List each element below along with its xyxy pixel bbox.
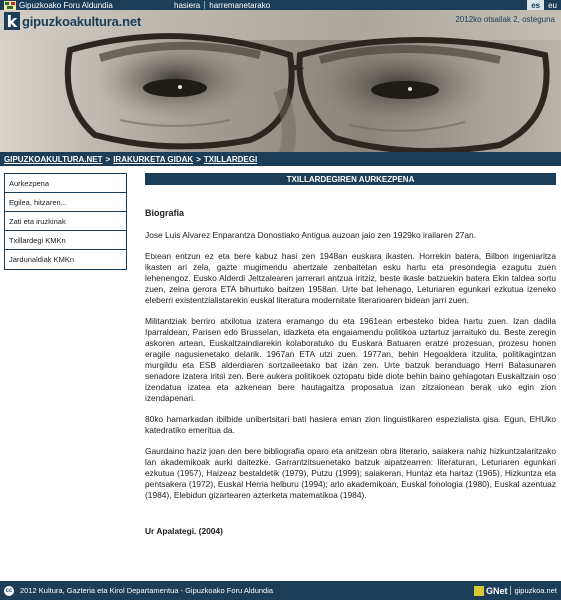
page-title: TXILLARDEGIREN AURKEZPENA: [145, 173, 556, 185]
gnet-badge-icon: [474, 586, 484, 596]
site-name: gipuzkoakultura.net: [22, 13, 141, 29]
logo-mark: k: [4, 12, 20, 30]
gipuzkoa-crest-icon: [4, 1, 16, 10]
footer: [0, 581, 561, 600]
language-switcher: [527, 0, 561, 10]
gnet-label: GNet: [485, 585, 508, 596]
section-heading: Biografia: [145, 208, 185, 218]
sidebar-item-jardunaldiak[interactable]: Jardunaldiak KMKn: [9, 255, 75, 264]
nav-home[interactable]: hasiera: [174, 0, 201, 10]
author-credit: Ur Apalategi. (2004): [145, 526, 223, 536]
bio-paragraph: Gaurdaino haziz joan den bere bibliografia oparo eta anitzean obra literario, saiakera nahiz hizkuntzalaritzako lan akademikoak aurki daitezke. Garrantzitsuenetako batzuk aipatzearren: literaturan, Leturiaren egunkari ezkutua (1957), Haizeaz bestaldetik (1979), Putzu (1999); saiakeran, Huntaz eta hartaz (1965), Hizkuntza eta pentsakera (1972), Euskal Herria helburu (1994); arlo akademikoan, Euskal fonologia (1980), Euskal azentuaz (1984), Elebidun gizartearen azterketa matematikoa (1984).: [145, 446, 556, 500]
sidebar-item-aurkezpena[interactable]: Aurkezpena: [5, 174, 126, 193]
header-banner: [0, 10, 561, 156]
breadcrumb-home[interactable]: GIPUZKOAKULTURA.NET: [4, 154, 103, 164]
nav-contact[interactable]: harremanetarako: [209, 0, 271, 10]
main-content: [145, 173, 556, 536]
bio-paragraph: 80ko hamarkadan ibilbide unibertsitari bati hasiera eman zion linguistikaren espezialista gisa. Egun, EHUko katedratiko emeritua da.: [145, 414, 556, 435]
sidebar-item-kmkn[interactable]: Txillardegi KMKn: [5, 231, 126, 250]
breadcrumb-separator: >: [196, 154, 201, 164]
current-date: 2012ko otsailak 2, osteguna: [455, 15, 555, 24]
bio-paragraph: Militantziak berriro atxilotua izatera eramango du eta 1961ean erbesteko bidea hartu zuen. Izan dadila Iparraldean, Parisen edo Brusselan, idazketa eta engaiamendu politikoa uztartuz jarraituko du. Beste zeregin askoren artean, Euskaltzaindiarekin kolaboratuko du Euskara Batuaren eratze prozesuan, prozesu honen eragile nagusienetako delarik. 1967an ETA utzi zuen. 1977an, behin Hegoaldera itzulita, politikagintzan murgildu eta ESB alderdiaren sortzaileetako bat izan zen. Urte batzuk beranduago Herri Batasunaren senadore izatera iritsi zen. Bere aukera politikoek oztopatu bide diote behin baino gehiagotan Euskaltzain oso izendatua izatea eta azkenean bere hautagaitza proposatua izan zitzaionean berak uko egin zion izendapenari.: [145, 316, 556, 403]
breadcrumb: [0, 152, 561, 166]
gnet-link[interactable]: [474, 586, 557, 596]
breadcrumb-separator: >: [105, 154, 111, 164]
org-name: Gipuzkoako Foru Aldundia: [19, 0, 113, 10]
sidebar-item-egilea[interactable]: Egilea, hitzaren...: [5, 193, 126, 212]
bio-paragraph: Jose Luis Alvarez Enparantza Donostiako Antigua auzoan jaio zen 1929ko irailaren 27an.: [145, 230, 477, 240]
bio-paragraph: Etxean entzun ez eta bere kabuz hasi zen 1948an euskara ikasten. Horrekin batera, Bilbon ingeniaritza ikasten ari zela, gazte mugimendu abertzale zenbaitetan esku hartu eta presondegia ezagutu zuen lehenengoz. Eusko Alderdi Jeltzalearen jarrerari antzua iritziz, beste ikasle batzuekin batera Ekin taldea sortu zuen, zeina gerora ETA bihurtuko baitzen 1958an. Urte bat lehenago, Leturiaren egunkari ezkutua izeneko eleberri existentzialistarekin euskal literatura modernitate literarioaren bidean jarri zuen.: [145, 251, 556, 305]
site-logo[interactable]: [4, 12, 141, 30]
creative-commons-icon[interactable]: cc: [5, 587, 13, 594]
breadcrumb-current[interactable]: TXILLARDEGI: [203, 154, 258, 164]
gnet-site: gipuzkoa.net: [510, 586, 557, 595]
top-bar: [0, 0, 561, 10]
sidebar-menu: [4, 173, 127, 270]
breadcrumb-guides[interactable]: IRAKURKETA GIDAK: [113, 154, 194, 164]
top-nav: [170, 1, 274, 10]
copyright-text: 2012 Kultura, Gazteria eta Kirol Departamentua - Gipuzkoako Foru Aldundia: [20, 586, 274, 595]
lang-es[interactable]: es: [527, 0, 544, 10]
sidebar-item-zatiak[interactable]: Zati eta iruzkinak: [5, 212, 126, 231]
org-link[interactable]: [0, 1, 170, 10]
lang-eu[interactable]: eu: [548, 0, 557, 10]
portrait-photo: [0, 10, 561, 156]
